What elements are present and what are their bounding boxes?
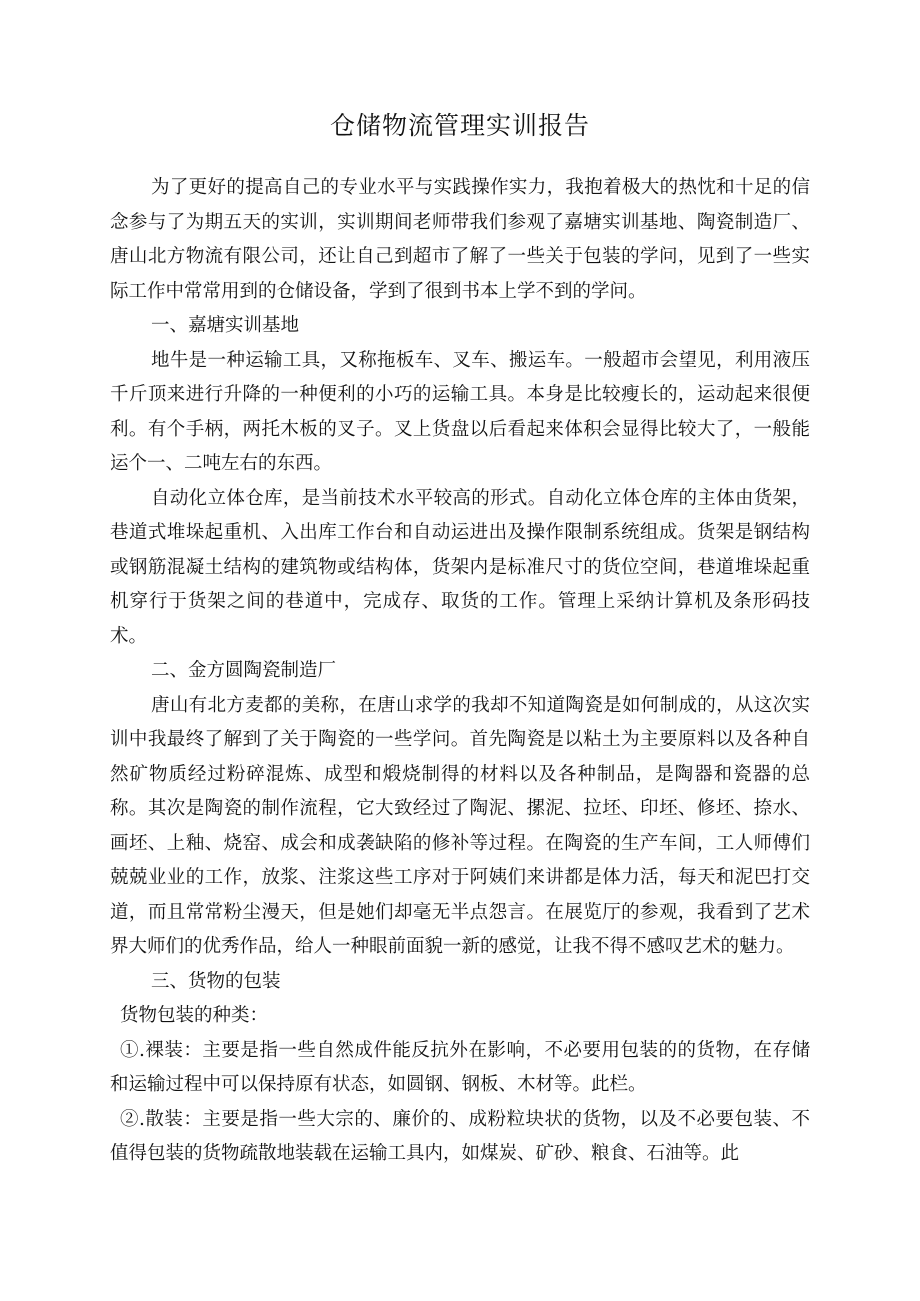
body-paragraph: 唐山有北方麦都的美称，在唐山求学的我却不知道陶瓷是如何制成的，从这次实训中我最终了解到了关于陶瓷的一些学问。首先陶瓷是以粘土为主要原料以及各种自然矿物质经过粉碎混炼、成型和煅烧制得的材料以及各种制品，是陶器和瓷器的总称。其次是陶瓷的制作流程，它大致经过了陶泥、摞泥、拉坯、印坯、修坯、捺水、画坯、上釉、烧窑、成会和成袭缺陷的修补等过程。在陶瓷的生产车间，工人师傅们兢兢业业的工作，放浆、注浆这些工序对于阿姨们来讲都是体力活，每天和泥巴打交道，而且常常粉尘漫天，但是她们却毫无半点怨言。在展览厅的参观，我看到了艺术界大师们的优秀作品，给人一种眼前面貌一新的感觉，让我不得不感叹艺术的魅力。 bbox=[110, 694, 810, 957]
section-heading-3: 三、货物的包装 bbox=[151, 970, 281, 992]
document-body bbox=[110, 171, 810, 1172]
body-paragraph: 自动化立体仓库，是当前技术水平较高的形式。自动化立体仓库的主体由货架，巷道式堆垛起重机、入出库工作台和自动运进出及操作限制系统组成。货架是钢结构或钢筋混凝土结构的建筑物或结构体，货架内是标准尺寸的货位空间，巷道堆垛起重机穿行于货架之间的巷道中，完成存、取货的工作。管理上采纳计算机及条形码技术。 bbox=[110, 487, 810, 647]
body-paragraph: 地牛是一种运输工具，又称拖板车、叉车、搬运车。一般超市会望见，利用液压千斤顶来进行升降的一种便利的小巧的运输工具。本身是比较瘦长的，运动起来很便利。有个手柄，两托木板的叉子。叉上货盘以后看起来体积会显得比较大了，一般能运个一、二吨左右的东西。 bbox=[110, 349, 810, 474]
list-item: ①.裸装：主要是指一些自然成件能反抗外在影响，不必要用包装的的货物，在存储和运输过程中可以保持原有状态，如圆钢、钢板、木材等。此栏。 bbox=[110, 1039, 810, 1095]
section-heading-1: 一、嘉塘实训基地 bbox=[151, 315, 300, 336]
list-item: ②.散装：主要是指一些大宗的、廉价的、成粉粒块状的货物，以及不必要包装、不值得包装的货物疏散地装载在运输工具内，如煤炭、矿砂、粮食、石油等。此 bbox=[110, 1108, 810, 1164]
intro-paragraph: 为了更好的提高自己的专业水平与实践操作实力，我抱着极大的热忱和十足的信念参与了为期五天的实训，实训期间老师带我们参观了嘉塘实训基地、陶瓷制造厂、唐山北方物流有限公司，还让自己到超市了解了一些关于包装的学问，见到了一些实际工作中常常用到的仓储设备，学到了很到书本上学不到的学问。 bbox=[110, 177, 810, 302]
section-heading-2: 二、金方圆陶瓷制造厂 bbox=[151, 660, 337, 681]
document-title: 仓储物流管理实训报告 bbox=[329, 111, 590, 140]
list-intro: 货物包装的种类： bbox=[120, 1005, 269, 1026]
